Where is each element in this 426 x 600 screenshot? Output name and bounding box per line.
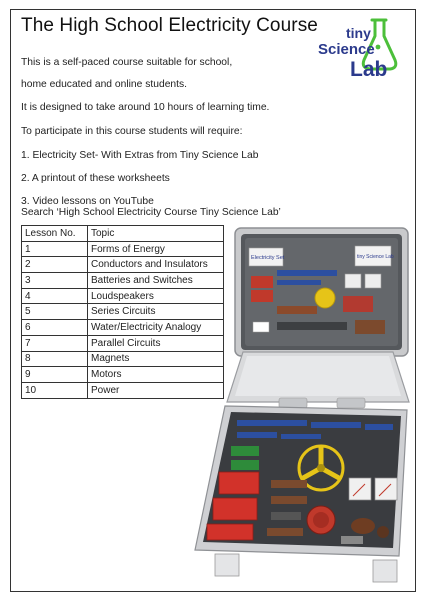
- lesson-topic: Parallel Circuits: [88, 335, 224, 351]
- case-label-left: Electricity Set: [251, 255, 285, 261]
- table-row: [22, 320, 224, 336]
- table-row: [22, 335, 224, 351]
- lesson-number: 5: [22, 304, 88, 320]
- table-row: [22, 288, 224, 304]
- page-title: The High School Electricity Course: [21, 15, 318, 36]
- table-row: [22, 304, 224, 320]
- intro-paragraph-1: This is a self-paced course suitable for school,: [21, 57, 233, 68]
- lesson-topic: Water/Electricity Analogy: [88, 320, 224, 336]
- lesson-topic: Power: [88, 382, 224, 398]
- intro-paragraph-4: To participate in this course students will require:: [21, 126, 243, 137]
- logo-text-tiny: tiny: [346, 25, 371, 41]
- requirement-1: 1. Electricity Set- With Extras from Tiny Science Lab: [21, 150, 259, 161]
- lesson-topic: Forms of Energy: [88, 241, 224, 257]
- lesson-number: 1: [22, 241, 88, 257]
- lesson-number: 9: [22, 367, 88, 383]
- lesson-topic: Magnets: [88, 351, 224, 367]
- lesson-number: 2: [22, 257, 88, 273]
- closed-kit-case-photo: [233, 226, 410, 358]
- lesson-number: 7: [22, 335, 88, 351]
- lesson-topic: Batteries and Switches: [88, 273, 224, 289]
- lesson-number: 8: [22, 351, 88, 367]
- intro-paragraph-2: home educated and online students.: [21, 79, 188, 90]
- lesson-number: 3: [22, 273, 88, 289]
- column-header-topic: Topic: [88, 226, 224, 242]
- requirement-3: 3. Video lessons on YouTube: [21, 196, 154, 207]
- lesson-topic: Loudspeakers: [88, 288, 224, 304]
- case-label-right: tiny Science Lab: [357, 254, 394, 260]
- lesson-number: 10: [22, 382, 88, 398]
- tiny-science-lab-logo: [314, 16, 410, 78]
- requirement-3-search: Search ‘High School Electricity Course Tiny Science Lab’: [21, 207, 281, 218]
- lesson-topic: Conductors and Insulators: [88, 257, 224, 273]
- lesson-topic: Series Circuits: [88, 304, 224, 320]
- column-header-lesson-no: Lesson No.: [22, 226, 88, 242]
- worksheet-page: [10, 9, 416, 592]
- lesson-number: 6: [22, 320, 88, 336]
- logo-text-science: Science: [318, 41, 375, 58]
- lesson-number: 4: [22, 288, 88, 304]
- table-header-row: [22, 226, 224, 242]
- intro-paragraph-3: It is designed to take around 10 hours of learning time.: [21, 102, 270, 113]
- table-row: [22, 273, 224, 289]
- requirement-2: 2. A printout of these worksheets: [21, 173, 170, 184]
- logo-text-lab: Lab: [350, 58, 388, 78]
- table-row: [22, 241, 224, 257]
- table-row: [22, 257, 224, 273]
- open-kit-case-photo: [187, 350, 411, 585]
- lesson-topic: Motors: [88, 367, 224, 383]
